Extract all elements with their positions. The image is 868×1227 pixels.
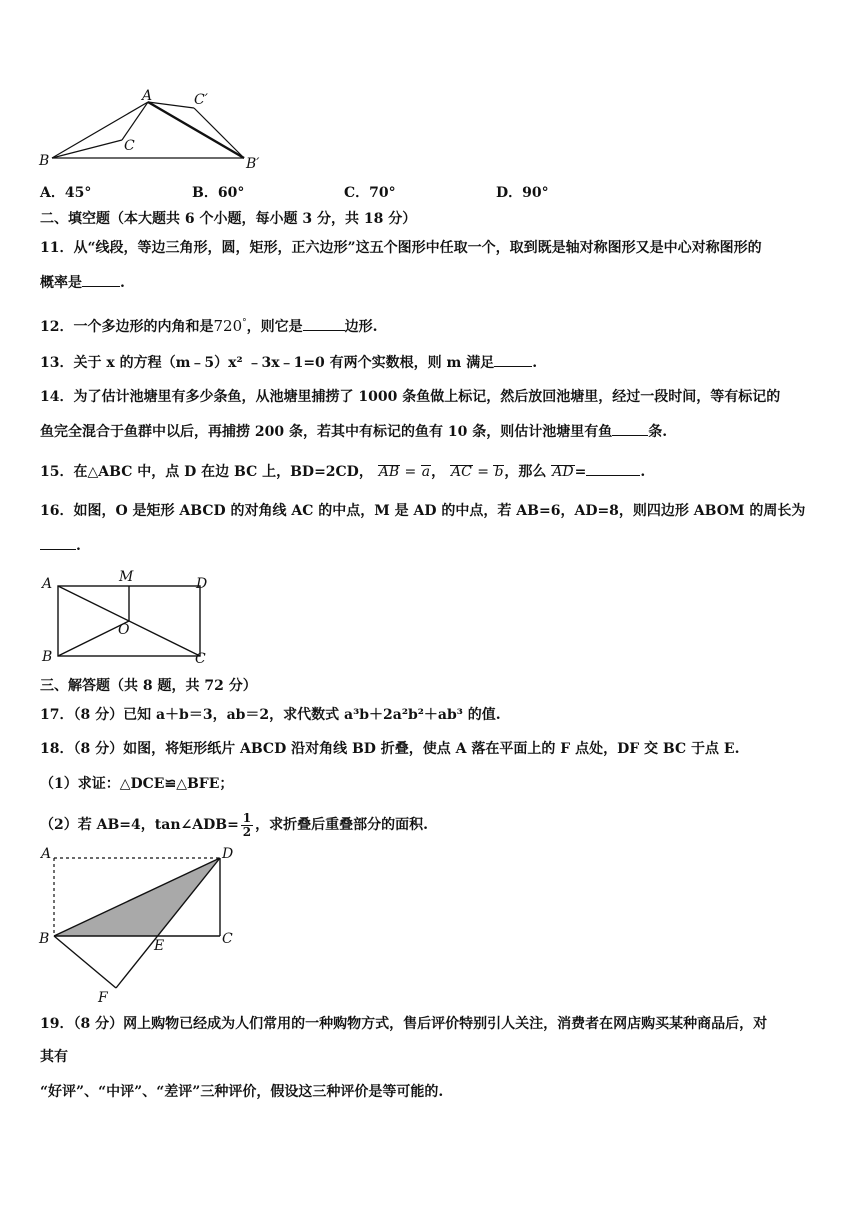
q11-end: . <box>120 275 125 291</box>
vector-ad: AD <box>552 464 574 480</box>
figure-q16 <box>38 568 218 666</box>
option-a: A．45° <box>40 185 92 201</box>
q17: 17．（8 分）已知 a＋b＝3，ab＝2，求代数式 a³b＋2a²b²＋ab³ 的值. <box>40 707 501 723</box>
q18-part1: （1）求证：△DCE≌△BFE； <box>40 776 234 792</box>
fig10-label-Bp: B′ <box>246 156 260 168</box>
q15-text-a: 15．在△ABC 中，点 D 在边 BC 上，BD=2CD， <box>40 464 373 480</box>
option-d: D．90° <box>496 185 549 201</box>
q14-line1: 14．为了估计池塘里有多少条鱼，从池塘里捕捞了 1000 条鱼做上标记，然后放回池塘里，经过一段时间，等有标记的 <box>40 389 781 405</box>
answer-blank <box>82 274 120 287</box>
vector-a: a <box>421 464 431 480</box>
fraction-denominator: 2 <box>242 824 252 839</box>
q13 <box>40 354 537 372</box>
q16-line2 <box>40 537 81 555</box>
fig10-label-A: A <box>142 88 153 104</box>
q12-text-c: 边形. <box>344 319 378 335</box>
q16-end: . <box>76 538 81 554</box>
q18-part2-text-b: ，求折叠后重叠部分的面积. <box>255 817 429 833</box>
q11-line2 <box>40 274 125 292</box>
q18: 18．（8 分）如图，将矩形纸片 ABCD 沿对角线 BD 折叠，使点 A 落在平面上的 F 点处，DF 交 BC 于点 E. <box>40 741 740 757</box>
figure-q18 <box>36 842 246 1007</box>
q12 <box>40 314 378 336</box>
answer-blank <box>586 463 640 476</box>
fraction-one-half <box>241 812 253 839</box>
section-solve-title: 三、解答题（共 8 题，共 72 分） <box>40 678 257 694</box>
answer-blank <box>612 423 648 436</box>
q15-text-b: ，那么 <box>504 464 547 480</box>
equals-sign: = <box>472 464 494 480</box>
q14-end: 条. <box>648 424 668 440</box>
fig18-label-E: E <box>154 938 165 954</box>
q11-line1: 11．从“线段，等边三角形，圆，矩形，正六边形”这五个图形中任取一个，取到既是轴对称图形又是中心对称图形的 <box>40 240 762 256</box>
fig16-label-M: M <box>119 569 134 585</box>
vector-ab: AB <box>378 464 400 480</box>
q12-text-a: 12．一个多边形的内角和是 <box>40 319 214 335</box>
q18-part2-text-a: （2）若 AB=4，tan∠ADB= <box>40 817 239 833</box>
fig16-label-C: C <box>195 651 206 666</box>
q19-line2: 其有 <box>40 1049 68 1065</box>
fig16-label-O: O <box>118 622 130 638</box>
q12-degree <box>213 317 246 335</box>
figure-q10 <box>36 88 296 168</box>
q19-line3: “好评”、“中评”、“差评”三种评价，假设这三种评价是等可能的. <box>40 1084 444 1100</box>
fig18-label-B: B <box>39 931 50 947</box>
vector-ac: AC <box>450 464 472 480</box>
separator: ， <box>431 464 446 480</box>
q12-degree-mark: ° <box>242 318 247 328</box>
option-b: B．60° <box>192 185 245 201</box>
fig16-label-A: A <box>42 576 53 592</box>
fig18-label-D: D <box>222 846 234 862</box>
q11-text: 概率是 <box>40 275 82 291</box>
section-fill-in-title: 二、填空题（本大题共 6 个小题，每小题 3 分，共 18 分） <box>40 211 417 227</box>
q18-part2 <box>40 810 428 840</box>
q16-line1: 16．如图，O 是矩形 ABCD 的对角线 AC 的中点，M 是 AD 的中点，若 AB=6，AD=8，则四边形 ABOM 的周长为 <box>40 503 806 519</box>
option-c: C．70° <box>344 185 396 201</box>
answer-blank <box>40 537 76 550</box>
fig16-label-B: B <box>42 649 53 665</box>
answer-blank <box>303 318 345 331</box>
q15-end: . <box>640 464 646 480</box>
q12-text-b: ，则它是 <box>246 319 303 335</box>
fig10-label-C: C <box>124 138 135 154</box>
q13-end: . <box>532 355 538 371</box>
q12-degree-value: 720 <box>213 317 243 335</box>
fig10-label-B: B <box>39 153 50 168</box>
q13-text: 13．关于 x 的方程（m﹣5）x² ﹣3x﹣1=0 有两个实数根，则 m 满足 <box>40 355 495 371</box>
fig18-label-C: C <box>222 931 233 947</box>
answer-blank <box>494 354 532 367</box>
equals-sign: = <box>400 464 421 480</box>
q14-line2 <box>40 423 667 441</box>
fig16-label-D: D <box>196 576 208 592</box>
q19-line1: 19．（8 分）网上购物已经成为人们常用的一种购物方式，售后评价特别引人关注，消费者在网店购买某种商品后，对 <box>40 1016 768 1032</box>
fig18-label-F: F <box>98 990 108 1006</box>
fig18-label-A: A <box>41 846 52 862</box>
q15 <box>40 463 645 481</box>
q14-text: 鱼完全混合于鱼群中以后，再捕捞 200 条，若其中有标记的鱼有 10 条，则估计池塘里有鱼 <box>40 424 613 440</box>
vector-b: b <box>494 464 504 480</box>
fig10-label-Cp: C′ <box>194 92 208 108</box>
fraction-numerator: 1 <box>242 810 252 825</box>
q15-text-c: = <box>574 464 587 480</box>
